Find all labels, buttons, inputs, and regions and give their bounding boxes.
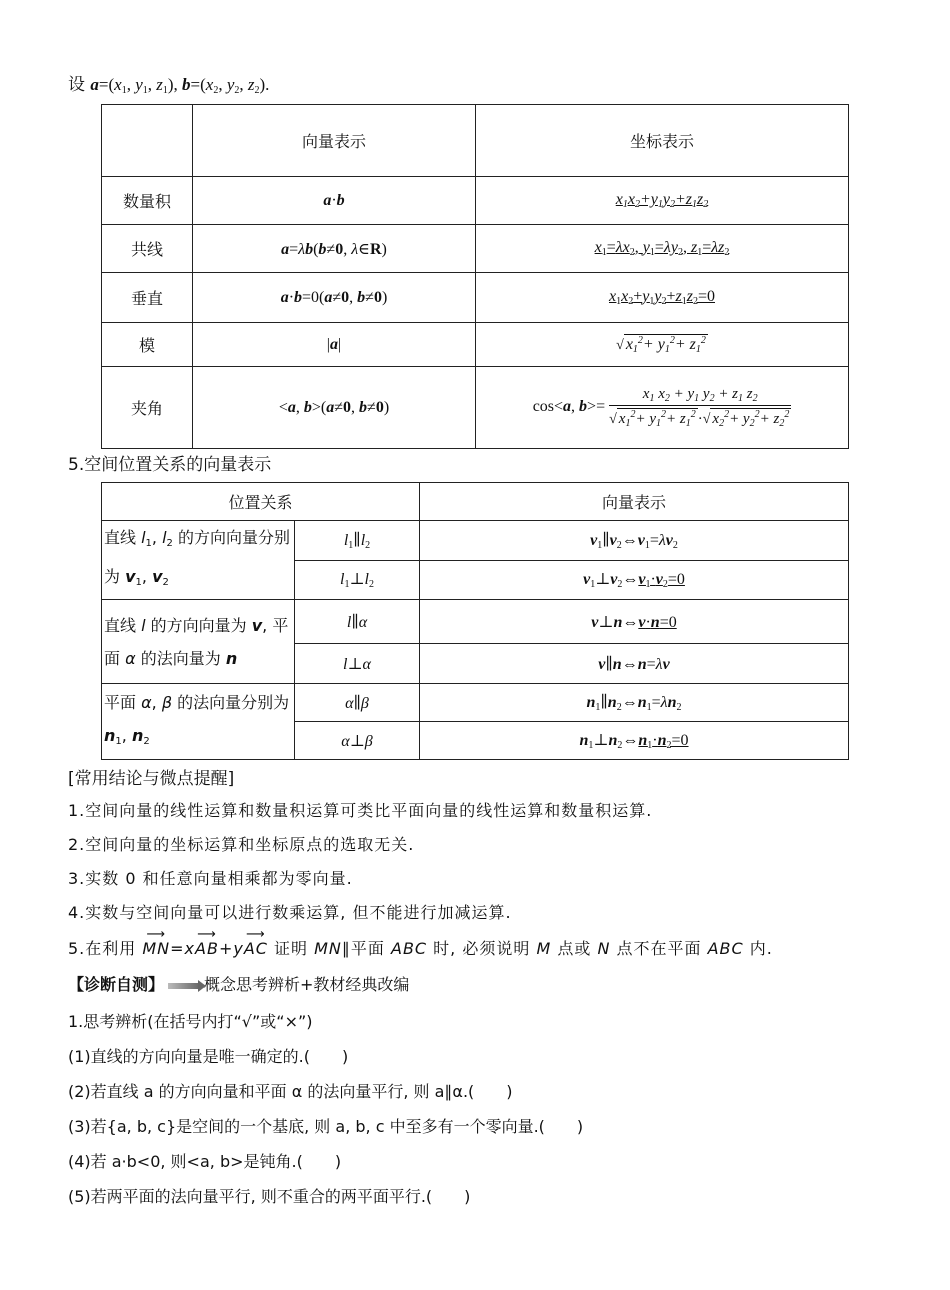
table1-header-coord: 坐标表示 bbox=[476, 105, 849, 177]
angle-fraction: $\frac{x_1 x_2 + y_1 y_2 + z_1 z_2}{√ x_1^2+ y_1^2+ z_1^2 \cdot√ x_2^2+ y_2^2+ z_2^2}$ bbox=[609, 386, 790, 429]
conclusion-3: 3.实数 0 和任意向量相乘都为零向量. bbox=[68, 869, 353, 888]
rel-alpha-parallel-beta: α∥β bbox=[295, 684, 420, 722]
vec-l1-parallel-l2: $v_1\parallel v_2\Leftrightarrow v_1=\lambda v_2$ bbox=[420, 521, 849, 561]
row-label-angle: 夹角 bbox=[102, 367, 193, 449]
row-label-magnitude: 模 bbox=[102, 323, 193, 367]
diagnosis-header bbox=[68, 972, 409, 995]
intro-line: 设 $a=(x_1$, $y_1$, $z_1$), $b=(x_2$, $y_2$, $z_2$). bbox=[68, 75, 270, 96]
position-relation-table bbox=[101, 482, 849, 760]
table2-header-vector: 向量表示 bbox=[420, 483, 849, 521]
angle-vector: <a, b>(a≠0, b≠0) bbox=[193, 367, 476, 449]
magnitude-vector: |a| bbox=[193, 323, 476, 367]
rel-l1-parallel-l2: $l_1\parallel l_2$ bbox=[295, 521, 420, 561]
table1-header-vector: 向量表示 bbox=[193, 105, 476, 177]
perpendicular-coord: $x_1x_2+y_1y_2+z_1z_2=0$ bbox=[476, 273, 849, 323]
perpendicular-vector: a·b=0(a≠0, b≠0) bbox=[193, 273, 476, 323]
vec-l1-perp-l2: $v_1\perp v_2\Leftrightarrow v_1\cdot v_2=0$ bbox=[420, 560, 849, 600]
q1-item-4: (4)若 a·b<0, 则<a, b>是钝角.( ) bbox=[68, 1152, 342, 1171]
rel-l-perp-alpha: l⊥α bbox=[295, 644, 420, 684]
q1-item-1: (1)直线的方向向量是唯一确定的.( ) bbox=[68, 1047, 349, 1066]
diagnosis-subtitle: 概念思考辨析+教材经典改编 bbox=[204, 975, 410, 994]
vec-alpha-perp-beta: $n_1\perp n_2\Leftrightarrow n_1\cdot n_2=0$ bbox=[420, 722, 849, 760]
vector-coordinate-table bbox=[101, 104, 849, 449]
angle-coord: cos<a, b>= $\frac{x_1 x_2 + y_1 y_2 + z_1 z_2}{√ x_1^2+ y_1^2+ z_1^2 \cdot√ x_2^2+ y_2^2+ z_2^2}$ bbox=[476, 367, 849, 449]
table1-corner bbox=[102, 105, 193, 177]
conclusion-1: 1.空间向量的线性运算和数量积运算可类比平面向量的线性运算和数量积运算. bbox=[68, 801, 653, 820]
diagnosis-tag: 【诊断自测】 bbox=[68, 975, 165, 994]
group-desc-lines: 直线 $l_1$, $l_2$ 的方向向量分别为 $v_1$, $v_2$ bbox=[102, 521, 295, 600]
rel-l1-perp-l2: $l_1\perp l_2$ bbox=[295, 560, 420, 600]
q1-item-3: (3)若{a, b, c}是空间的一个基底, 则 a, b, c 中至多有一个零向量.( ) bbox=[68, 1117, 584, 1136]
vec-l-parallel-alpha: v⊥n⇔v·n=0 bbox=[420, 600, 849, 644]
arrow-icon bbox=[168, 983, 200, 989]
rel-l-parallel-alpha: l∥α bbox=[295, 600, 420, 644]
group-desc-planes: 平面 α, β 的法向量分别为 $n_1$, $n_2$ bbox=[102, 684, 295, 760]
group-desc-line-plane: 直线 l 的方向向量为 v, 平面 α 的法向量为 n bbox=[102, 600, 295, 684]
conclusion-2: 2.空间向量的坐标运算和坐标原点的选取无关. bbox=[68, 835, 415, 854]
row-label-collinear: 共线 bbox=[102, 225, 193, 273]
vec-l-perp-alpha: v∥n⇔n=λv bbox=[420, 644, 849, 684]
q1-item-5: (5)若两平面的法向量平行, 则不重合的两平面平行.( ) bbox=[68, 1187, 471, 1206]
vec-alpha-parallel-beta: $n_1\parallel n_2\Leftrightarrow n_1=\lambda n_2$ bbox=[420, 684, 849, 722]
q1-title: 1.思考辨析(在括号内打“√”或“×”) bbox=[68, 1012, 313, 1031]
collinear-coord: $x_1=\lambda x_2$, $y_1=\lambda y_2$, $z_1=\lambda z_2$ bbox=[476, 225, 849, 273]
dot-coord: $x_1x_2+y_1y_2+z_1z_2$ bbox=[476, 177, 849, 225]
conclusion-5: 5.在利用 ⟶ MN=x⟶ AB+y⟶ AC 证明 MN∥平面 ABC 时, 必须说明 M 点或 N 点不在平面 ABC 内. bbox=[68, 936, 773, 959]
rel-alpha-perp-beta: α⊥β bbox=[295, 722, 420, 760]
table2-header-relation: 位置关系 bbox=[102, 483, 420, 521]
collinear-vector: a=λb(b≠0, λ∈R) bbox=[193, 225, 476, 273]
conclusions-title: [常用结论与微点提醒] bbox=[68, 769, 235, 789]
section5-title: 5.空间位置关系的向量表示 bbox=[68, 455, 272, 475]
magnitude-coord: √ $x_1^2+ y_1^2+ z_1^2$ bbox=[476, 323, 849, 367]
conclusion-4: 4.实数与空间向量可以进行数乘运算, 但不能进行加减运算. bbox=[68, 903, 512, 922]
row-label-perpendicular: 垂直 bbox=[102, 273, 193, 323]
dot-vector: a·b bbox=[193, 177, 476, 225]
q1-item-2: (2)若直线 a 的方向向量和平面 α 的法向量平行, 则 a∥α.( ) bbox=[68, 1082, 513, 1101]
row-label-dot: 数量积 bbox=[102, 177, 193, 225]
